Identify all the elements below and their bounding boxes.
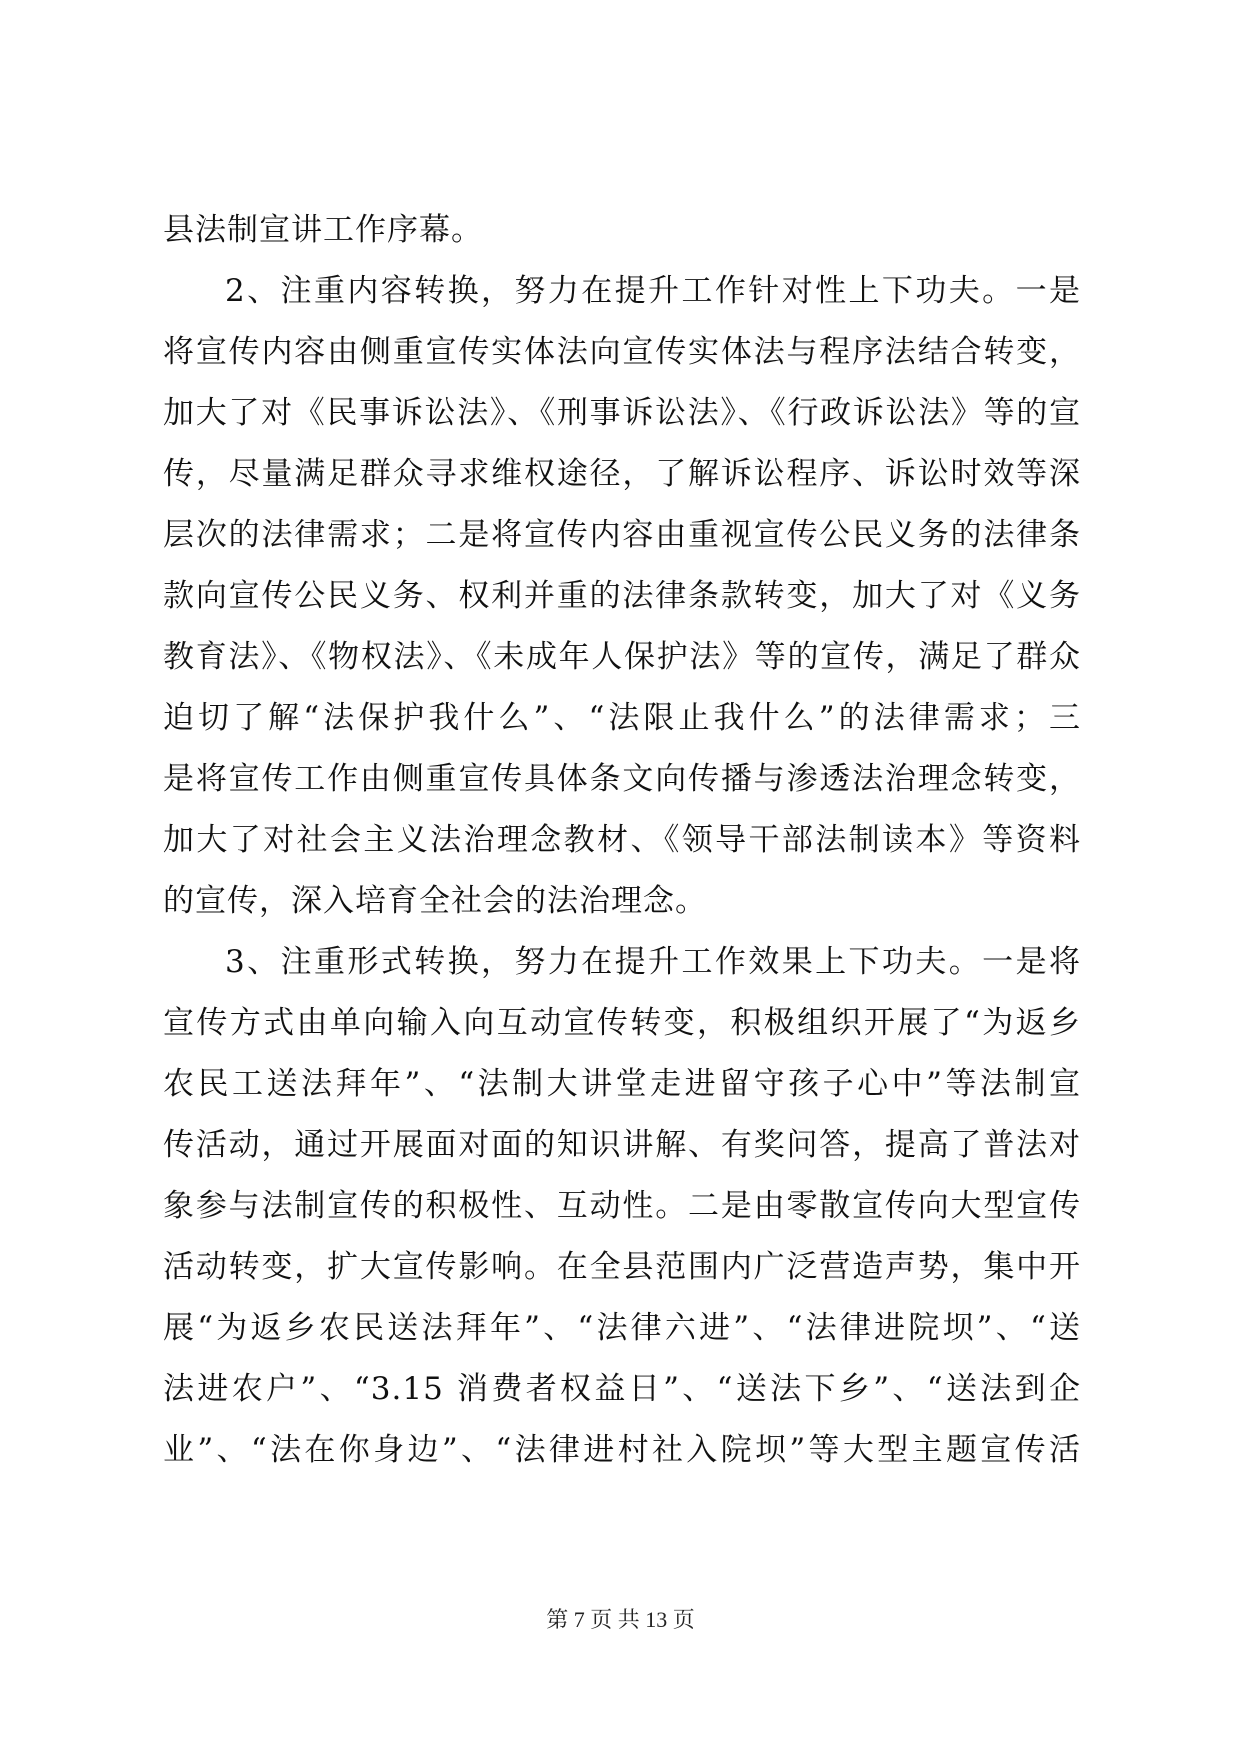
paragraph-2-line-2: 将宣传内容由侧重宣传实体法向宣传实体法与程序法结合转变， [163,334,1081,370]
paragraph-3-line-1: 3、注重形式转换，努力在提升工作效果上下功夫。一是将 [225,944,1081,980]
paragraph-continuation-line-1: 县法制宣讲工作序幕。 [163,212,483,248]
paragraph-2-line-3: 加大了对《民事诉讼法》、《刑事诉讼法》、《行政诉讼法》等的宣 [163,395,1081,431]
paragraph-3-line-2: 宣传方式由单向输入向互动宣传转变，积极组织开展了“为返乡 [163,1005,1081,1041]
paragraph-2-line-8: 迫切了解“法保护我什么”、“法限止我什么”的法律需求；三 [163,700,1081,736]
paragraph-2-line-9: 是将宣传工作由侧重宣传具体条文向传播与渗透法治理念转变， [163,761,1081,797]
paragraph-3-line-6: 活动转变，扩大宣传影响。在全县范围内广泛营造声势，集中开 [163,1249,1081,1285]
paragraph-2-line-7: 教育法》、《物权法》、《未成年人保护法》等的宣传，满足了群众 [163,639,1081,675]
paragraph-2-line-1: 2、注重内容转换，努力在提升工作针对性上下功夫。一是 [225,273,1081,309]
paragraph-2-line-10: 加大了对社会主义法治理念教材、《领导干部法制读本》等资料 [163,822,1081,858]
paragraph-3-line-9: 业”、“法在你身边”、“法律进村社入院坝”等大型主题宣传活 [163,1432,1081,1468]
paragraph-2-line-5: 层次的法律需求；二是将宣传内容由重视宣传公民义务的法律条 [163,517,1081,553]
paragraph-2-line-11: 的宣传，深入培育全社会的法治理念。 [163,883,707,919]
paragraph-3-line-4: 传活动，通过开展面对面的知识讲解、有奖问答，提高了普法对 [163,1127,1081,1163]
paragraph-2-line-6: 款向宣传公民义务、权利并重的法律条款转变，加大了对《义务 [163,578,1081,614]
body-text [163,200,1081,1481]
paragraph-3-line-7: 展“为返乡农民送法拜年”、“法律六进”、“法律进院坝”、“送 [163,1310,1081,1346]
paragraph-3-line-8: 法进农户”、“3.15 消费者权益日”、“送法下乡”、“送法到企 [163,1371,1081,1407]
page-number-footer: 第 7 页 共 13 页 [546,1607,695,1632]
paragraph-3-line-3: 农民工送法拜年”、“法制大讲堂走进留守孩子心中”等法制宣 [163,1066,1081,1102]
paragraph-2-line-4: 传，尽量满足群众寻求维权途径，了解诉讼程序、诉讼时效等深 [163,456,1081,492]
paragraph-3-line-5: 象参与法制宣传的积极性、互动性。二是由零散宣传向大型宣传 [163,1188,1081,1224]
